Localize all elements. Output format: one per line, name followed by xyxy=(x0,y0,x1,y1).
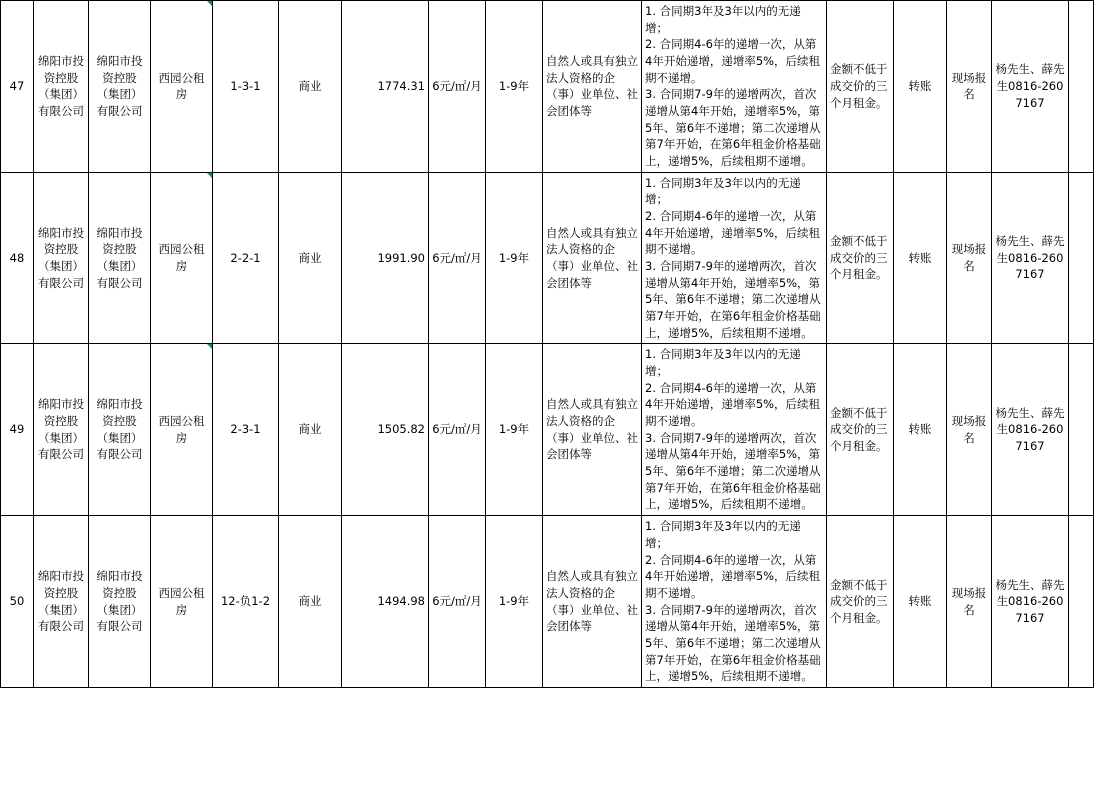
cell-price: 6元/㎡/月 xyxy=(429,344,486,516)
cell-contact: 杨先生、薛先生0816-2607167 xyxy=(992,344,1069,516)
cell-lessor: 绵阳市投资控股（集团）有限公司 xyxy=(89,172,151,344)
increase-term-2: 2. 合同期4-6年的递增一次，从第4年开始递增，递增率5%，后续租期不递增。 xyxy=(645,552,821,600)
cell-usage: 商业 xyxy=(279,516,342,688)
cell-unit: 1-3-1 xyxy=(213,1,279,173)
cell-index: 50 xyxy=(1,516,34,688)
increase-term-3: 3. 合同期7-9年的递增两次，首次递增从第4年开始，递增率5%，第5年、第6年不递增；第二次递增从第7年开始，在第6年租金价格基础上，递增5%，后续租期不递增。 xyxy=(645,259,821,340)
cell-owner: 绵阳市投资控股（集团）有限公司 xyxy=(34,344,89,516)
cell-target: 自然人或具有独立法人资格的企（事）业单位、社会团体等 xyxy=(543,344,642,516)
cell-unit: 2-3-1 xyxy=(213,344,279,516)
cell-usage: 商业 xyxy=(279,1,342,173)
cell-area: 1774.31 xyxy=(342,1,429,173)
cell-payment: 转账 xyxy=(894,172,947,344)
cell-contact: 杨先生、薛先生0816-2607167 xyxy=(992,172,1069,344)
table-row[interactable] xyxy=(1,516,1094,688)
increase-term-1: 1. 合同期3年及3年以内的无递增； xyxy=(645,519,801,550)
cell-deposit: 金额不低于成交价的三个月租金。 xyxy=(827,172,894,344)
cell-area: 1494.98 xyxy=(342,516,429,688)
cell-contact: 杨先生、薛先生0816-2607167 xyxy=(992,516,1069,688)
cell-target: 自然人或具有独立法人资格的企（事）业单位、社会团体等 xyxy=(543,516,642,688)
cell-payment: 转账 xyxy=(894,516,947,688)
increase-term-1: 1. 合同期3年及3年以内的无递增； xyxy=(645,4,801,35)
cell-project: 西园公租房 xyxy=(151,1,213,173)
cell-term: 1-9年 xyxy=(486,344,543,516)
cell-usage: 商业 xyxy=(279,172,342,344)
cell-deposit: 金额不低于成交价的三个月租金。 xyxy=(827,344,894,516)
cell-price: 6元/㎡/月 xyxy=(429,1,486,173)
cell-payment: 转账 xyxy=(894,1,947,173)
increase-term-3: 3. 合同期7-9年的递增两次，首次递增从第4年开始，递增率5%，第5年、第6年不递增；第二次递增从第7年开始，在第6年租金价格基础上，递增5%，后续租期不递增。 xyxy=(645,87,821,169)
table-row[interactable] xyxy=(1,1,1094,173)
cell-unit: 12-负1-2 xyxy=(213,516,279,688)
cell-payment: 转账 xyxy=(894,344,947,516)
cell-project: 西园公租房 xyxy=(151,516,213,688)
increase-term-2: 2. 合同期4-6年的递增一次，从第4年开始递增，递增率5%，后续租期不递增。 xyxy=(645,37,821,85)
cell-owner: 绵阳市投资控股（集团）有限公司 xyxy=(34,172,89,344)
cell-price: 6元/㎡/月 xyxy=(429,516,486,688)
cell-signup: 现场报名 xyxy=(947,344,992,516)
cell-increase-terms xyxy=(642,172,827,344)
increase-term-1: 1. 合同期3年及3年以内的无递增； xyxy=(645,347,801,379)
cell-term: 1-9年 xyxy=(486,516,543,688)
cell-increase-terms xyxy=(642,344,827,516)
cell-project: 西园公租房 xyxy=(151,172,213,344)
cell-index: 47 xyxy=(1,1,34,173)
cell-signup: 现场报名 xyxy=(947,172,992,344)
cell-usage: 商业 xyxy=(279,344,342,516)
cell-signup: 现场报名 xyxy=(947,516,992,688)
cell-deposit: 金额不低于成交价的三个月租金。 xyxy=(827,1,894,173)
cell-lessor: 绵阳市投资控股（集团）有限公司 xyxy=(89,344,151,516)
table-row[interactable] xyxy=(1,344,1094,516)
cell-target: 自然人或具有独立法人资格的企（事）业单位、社会团体等 xyxy=(543,1,642,173)
cell-unit: 2-2-1 xyxy=(213,172,279,344)
cell-area: 1505.82 xyxy=(342,344,429,516)
cell-signup: 现场报名 xyxy=(947,1,992,173)
cell-price: 6元/㎡/月 xyxy=(429,172,486,344)
cell-term: 1-9年 xyxy=(486,1,543,173)
increase-term-1: 1. 合同期3年及3年以内的无递增； xyxy=(645,175,801,207)
cell-spacer xyxy=(1069,1,1094,173)
cell-owner: 绵阳市投资控股（集团）有限公司 xyxy=(34,516,89,688)
cell-index: 49 xyxy=(1,344,34,516)
cell-deposit: 金额不低于成交价的三个月租金。 xyxy=(827,516,894,688)
cell-area: 1991.90 xyxy=(342,172,429,344)
cell-spacer xyxy=(1069,172,1094,344)
table-row[interactable] xyxy=(1,172,1094,344)
cell-project: 西园公租房 xyxy=(151,344,213,516)
cell-spacer xyxy=(1069,516,1094,688)
increase-term-2: 2. 合同期4-6年的递增一次，从第4年开始递增，递增率5%，后续租期不递增。 xyxy=(645,380,821,429)
cell-spacer xyxy=(1069,344,1094,516)
increase-term-2: 2. 合同期4-6年的递增一次，从第4年开始递增，递增率5%，后续租期不递增。 xyxy=(645,209,821,257)
cell-lessor: 绵阳市投资控股（集团）有限公司 xyxy=(89,1,151,173)
cell-owner: 绵阳市投资控股（集团）有限公司 xyxy=(34,1,89,173)
cell-increase-terms xyxy=(642,516,827,688)
cell-contact: 杨先生、薛先生0816-2607167 xyxy=(992,1,1069,173)
cell-lessor: 绵阳市投资控股（集团）有限公司 xyxy=(89,516,151,688)
cell-increase-terms xyxy=(642,1,827,173)
increase-term-3: 3. 合同期7-9年的递增两次，首次递增从第4年开始，递增率5%，第5年、第6年不递增；第二次递增从第7年开始，在第6年租金价格基础上，递增5%，后续租期不递增。 xyxy=(645,602,821,684)
increase-term-3: 3. 合同期7-9年的递增两次，首次递增从第4年开始，递增率5%，第5年、第6年不递增；第二次递增从第7年开始，在第6年租金价格基础上，递增5%，后续租期不递增。 xyxy=(645,430,821,512)
cell-term: 1-9年 xyxy=(486,172,543,344)
cell-index: 48 xyxy=(1,172,34,344)
cell-target: 自然人或具有独立法人资格的企（事）业单位、社会团体等 xyxy=(543,172,642,344)
